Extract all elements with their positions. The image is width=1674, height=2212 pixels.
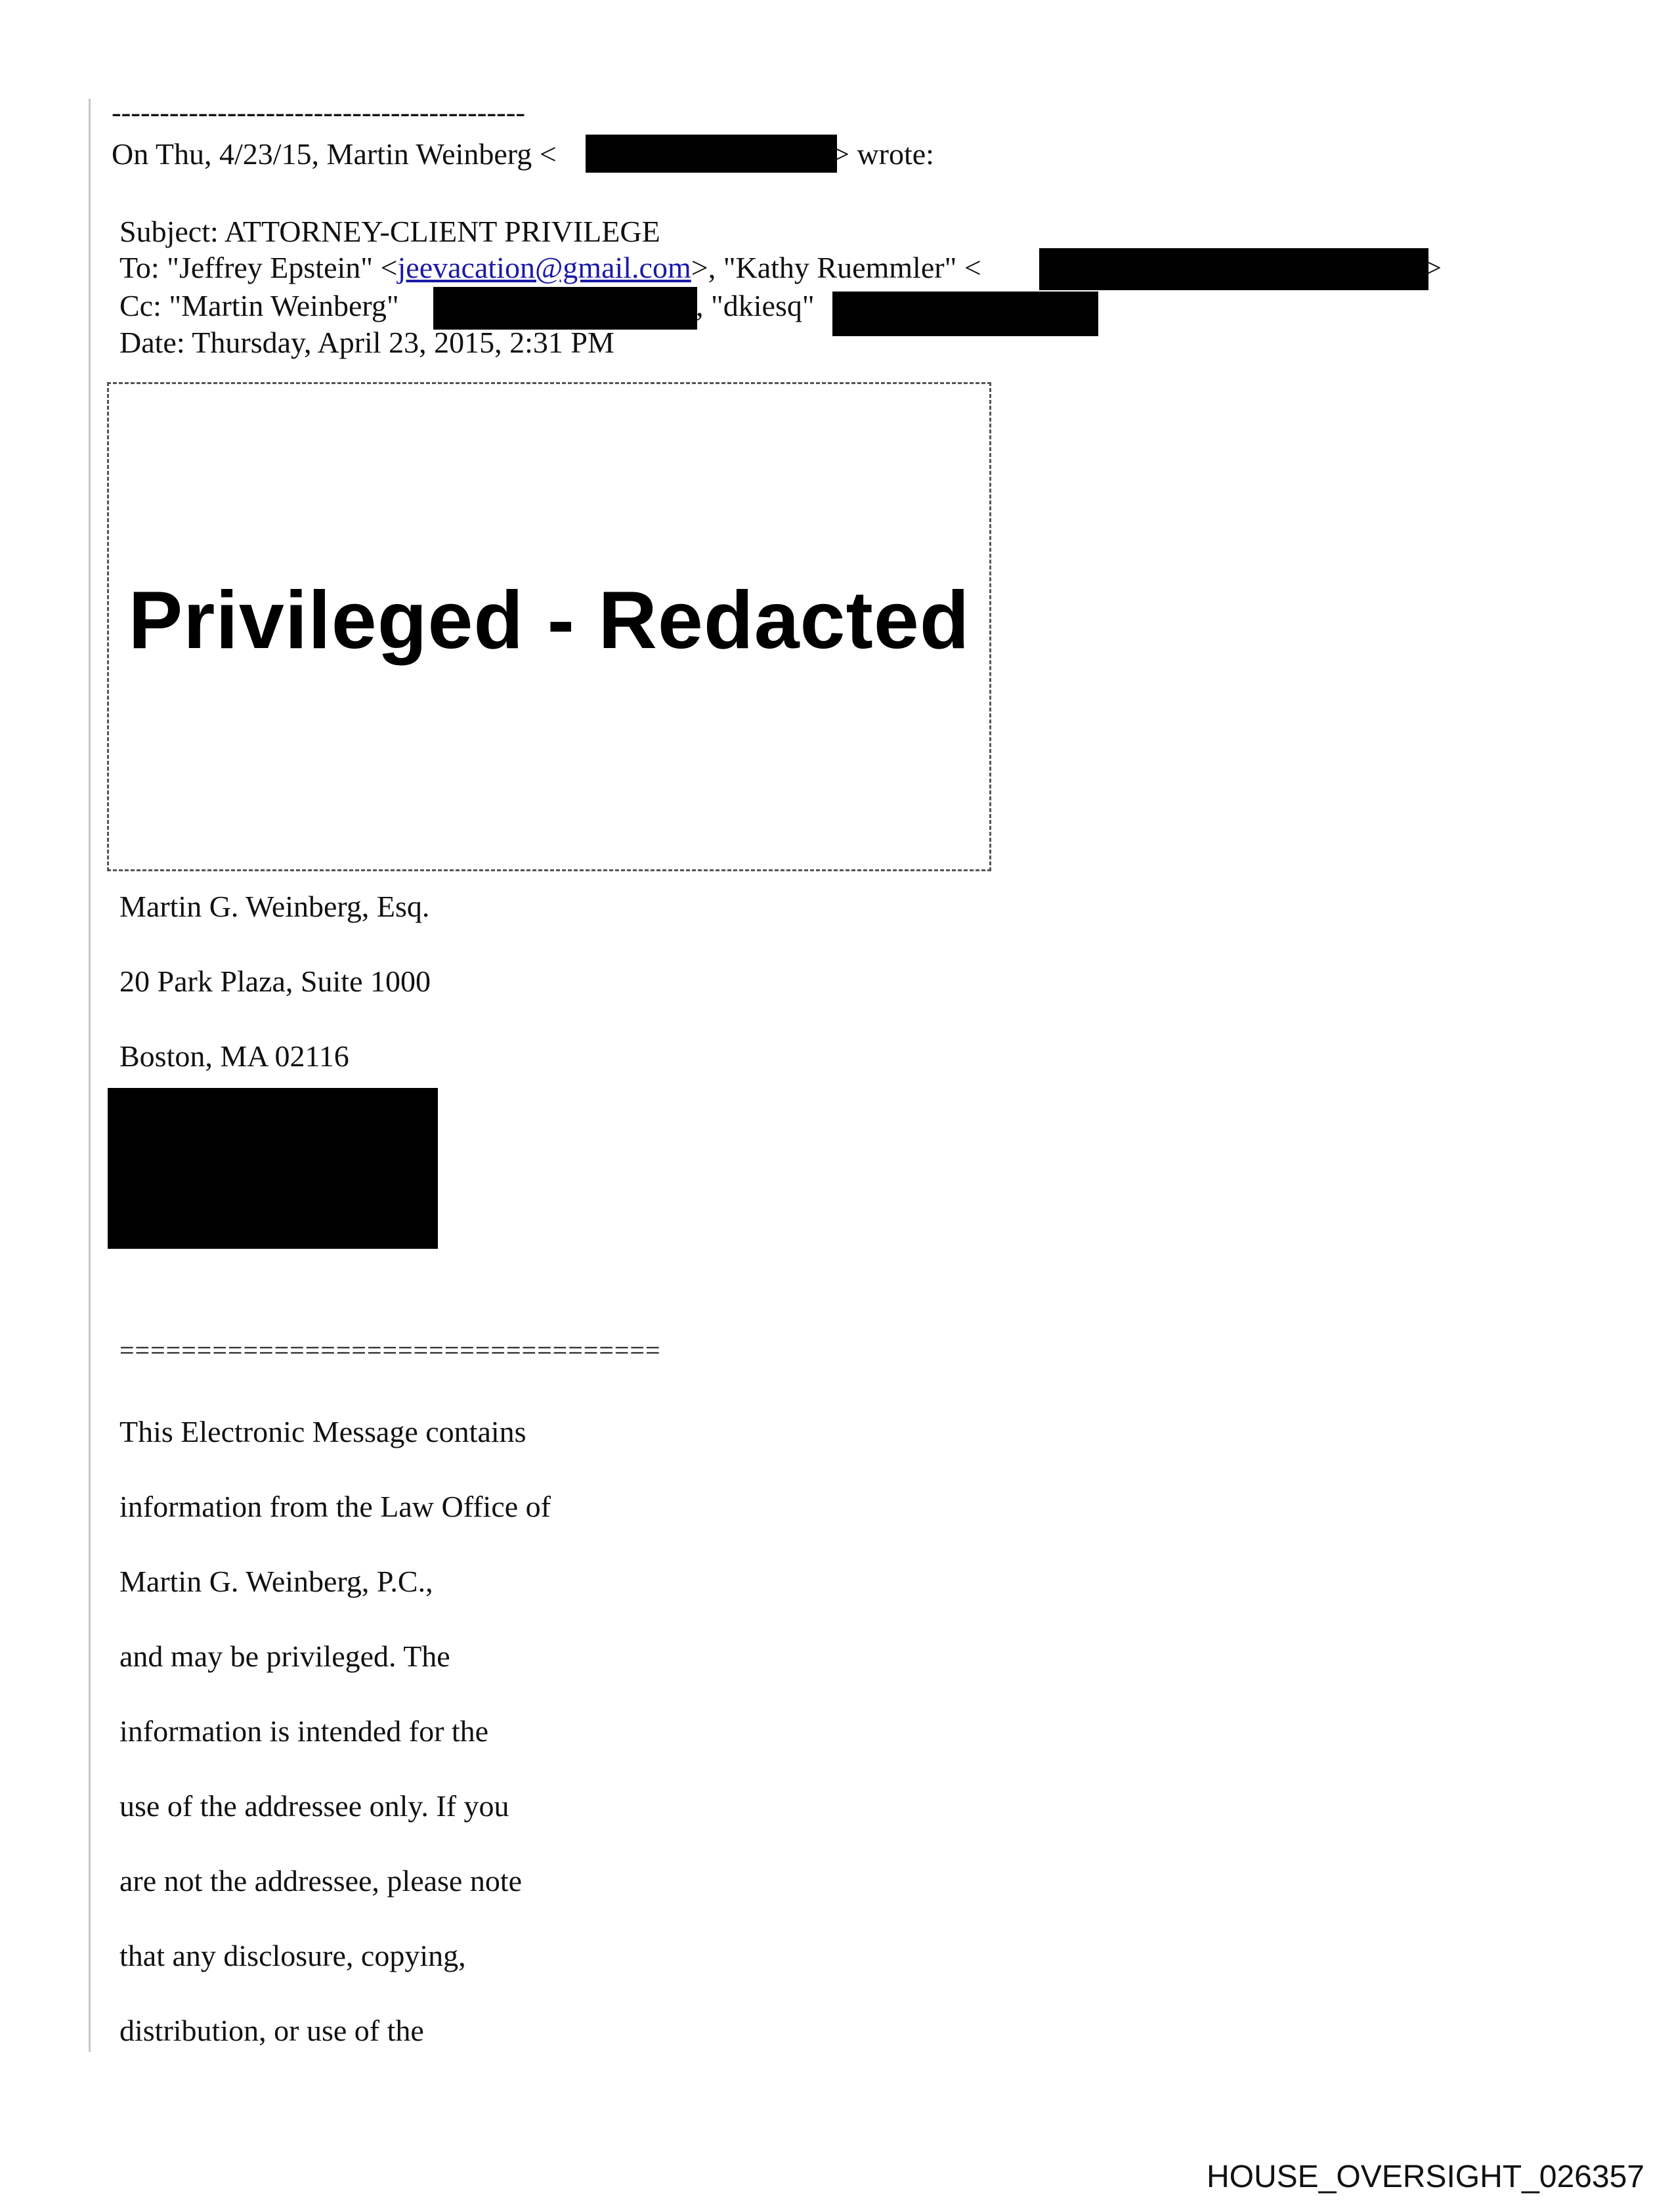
email-cc-prefix: Cc: "Martin Weinberg" <box>119 289 399 322</box>
email-to-prefix: To: "Jeffrey Epstein" < <box>119 251 398 284</box>
disclaimer-separator: =================================== <box>119 1335 661 1365</box>
disclaimer-line: information from the Law Office of <box>119 1490 551 1523</box>
privileged-redaction-box <box>107 382 991 871</box>
email-to-suffix: > <box>1425 251 1442 284</box>
email-cc-middle: , "dkiesq" <box>696 289 815 322</box>
disclaimer-line: distribution, or use of the <box>119 2014 424 2047</box>
email-to-line <box>119 253 981 283</box>
disclaimer-line: information is intended for the <box>119 1714 489 1748</box>
signature-name: Martin G. Weinberg, Esq. <box>119 890 430 923</box>
disclaimer-line: use of the addressee only. If you <box>119 1789 509 1823</box>
signature-address-line2: Boston, MA 02116 <box>119 1039 349 1073</box>
redacted-email-3 <box>433 287 697 330</box>
header-separator: ------------------------------------------- <box>112 97 526 129</box>
redacted-email-4 <box>832 292 1098 336</box>
wrote-line-prefix: On Thu, 4/23/15, Martin Weinberg < <box>112 137 557 171</box>
wrote-line-suffix: > wrote: <box>832 137 934 171</box>
disclaimer-line: and may be privileged. The <box>119 1639 450 1673</box>
bates-number: HOUSE_OVERSIGHT_026357 <box>1207 2159 1644 2194</box>
disclaimer-line: This Electronic Message contains <box>119 1415 526 1448</box>
quote-bar <box>89 98 91 2052</box>
email-to-link[interactable]: jeevacation@gmail.com <box>397 251 691 284</box>
redacted-email-2 <box>1039 248 1428 290</box>
email-date: Date: Thursday, April 23, 2015, 2:31 PM <box>119 326 614 359</box>
disclaimer-line: that any disclosure, copying, <box>119 1939 466 1972</box>
redacted-email-1 <box>586 135 837 173</box>
privileged-redacted-label: Privileged - Redacted <box>128 575 970 666</box>
email-to-middle: >, "Kathy Ruemmler" < <box>691 251 981 284</box>
redacted-block <box>108 1088 438 1249</box>
disclaimer-line: are not the addressee, please note <box>119 1864 523 1898</box>
email-subject: Subject: ATTORNEY-CLIENT PRIVILEGE <box>119 215 660 248</box>
signature-address-line1: 20 Park Plaza, Suite 1000 <box>119 965 431 998</box>
disclaimer-line: Martin G. Weinberg, P.C., <box>119 1565 433 1598</box>
